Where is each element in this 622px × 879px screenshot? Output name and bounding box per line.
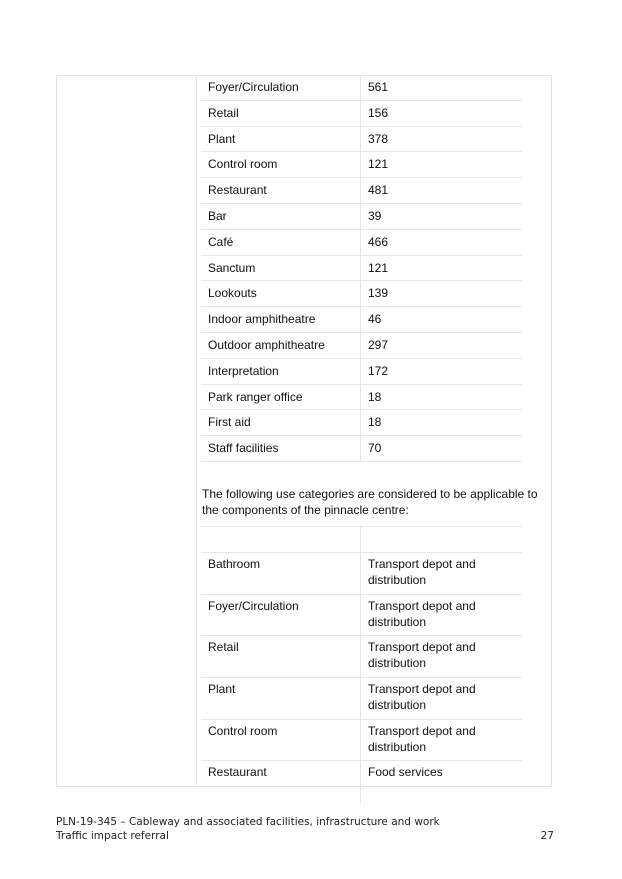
table-row <box>201 152 522 178</box>
table-row <box>201 678 522 720</box>
table-row <box>201 256 522 282</box>
table-row <box>201 553 522 595</box>
component-cell: Interpretation <box>201 359 361 384</box>
category-cell: Transport depot and distribution <box>368 557 476 587</box>
page-number: 27 <box>540 830 554 842</box>
table-header-row <box>201 527 522 553</box>
value-cell: 156 <box>368 105 389 120</box>
component-cell: Bar <box>201 204 361 229</box>
category-cell: Transport depot and distribution <box>368 682 476 713</box>
component-cell: Lookouts <box>201 281 361 306</box>
value-cell: 481 <box>368 183 389 198</box>
table-row <box>201 101 522 127</box>
table-row <box>201 761 522 803</box>
component-cell: Restaurant <box>201 178 361 203</box>
header-component <box>201 527 361 552</box>
table-row <box>201 636 522 678</box>
value-cell: 378 <box>368 131 389 146</box>
component-cell: Plant <box>201 678 361 719</box>
category-cell: Transport depot and distribution <box>368 640 476 671</box>
component-cell: Café <box>201 230 361 255</box>
table-row <box>201 230 522 256</box>
value-cell: 172 <box>368 363 389 378</box>
component-cell: Foyer/Circulation <box>201 595 361 636</box>
component-cell: Control room <box>201 152 361 177</box>
table-row <box>201 436 522 462</box>
component-cell: Outdoor amphitheatre <box>201 333 361 358</box>
page-footer <box>56 815 554 843</box>
table-row <box>201 281 522 307</box>
value-cell: 46 <box>368 312 382 327</box>
area-table <box>201 75 522 462</box>
footer-subtitle: Traffic impact referral <box>56 830 169 842</box>
footer-title: PLN-19-345 – Cableway and associated facilities, infrastructure and work <box>56 816 440 828</box>
component-cell: Park ranger office <box>201 385 361 410</box>
value-cell: 297 <box>368 337 389 352</box>
value-cell: 561 <box>368 80 389 94</box>
category-cell: Transport depot and distribution <box>368 598 476 629</box>
value-cell: 39 <box>368 208 382 223</box>
value-cell: 70 <box>368 441 382 456</box>
value-cell: 121 <box>368 157 389 172</box>
value-cell: 18 <box>368 415 382 430</box>
component-cell: Retail <box>201 636 361 677</box>
table-row <box>201 204 522 230</box>
table-row <box>201 385 522 411</box>
component-cell: Indoor amphitheatre <box>201 307 361 332</box>
value-cell: 121 <box>368 260 389 275</box>
table-row <box>201 720 522 762</box>
table-row <box>201 127 522 153</box>
category-cell: Transport depot and distribution <box>368 723 476 754</box>
value-cell: 18 <box>368 389 382 404</box>
table-row <box>201 333 522 359</box>
table-row <box>201 595 522 637</box>
value-cell: 139 <box>368 286 389 301</box>
use-category-table <box>201 526 522 803</box>
header-category <box>361 527 522 552</box>
component-cell: Control room <box>201 720 361 761</box>
component-cell: First aid <box>201 410 361 435</box>
table-row <box>201 410 522 436</box>
component-cell: Restaurant <box>201 761 361 803</box>
value-cell: 466 <box>368 234 389 249</box>
use-category-paragraph: The following use categories are considered to be applicable to the components of the pinnacle centre: <box>202 487 538 517</box>
component-cell: Retail <box>201 101 361 126</box>
category-cell: Food services <box>368 765 443 780</box>
table-row <box>201 178 522 204</box>
component-cell: Sanctum <box>201 256 361 281</box>
component-cell: Foyer/Circulation <box>201 75 361 100</box>
component-cell: Staff facilities <box>201 436 361 461</box>
component-cell: Bathroom <box>201 553 361 594</box>
table-row <box>201 307 522 333</box>
table-row <box>201 75 522 101</box>
column-divider <box>196 75 197 787</box>
component-cell: Plant <box>201 127 361 152</box>
table-row <box>201 359 522 385</box>
